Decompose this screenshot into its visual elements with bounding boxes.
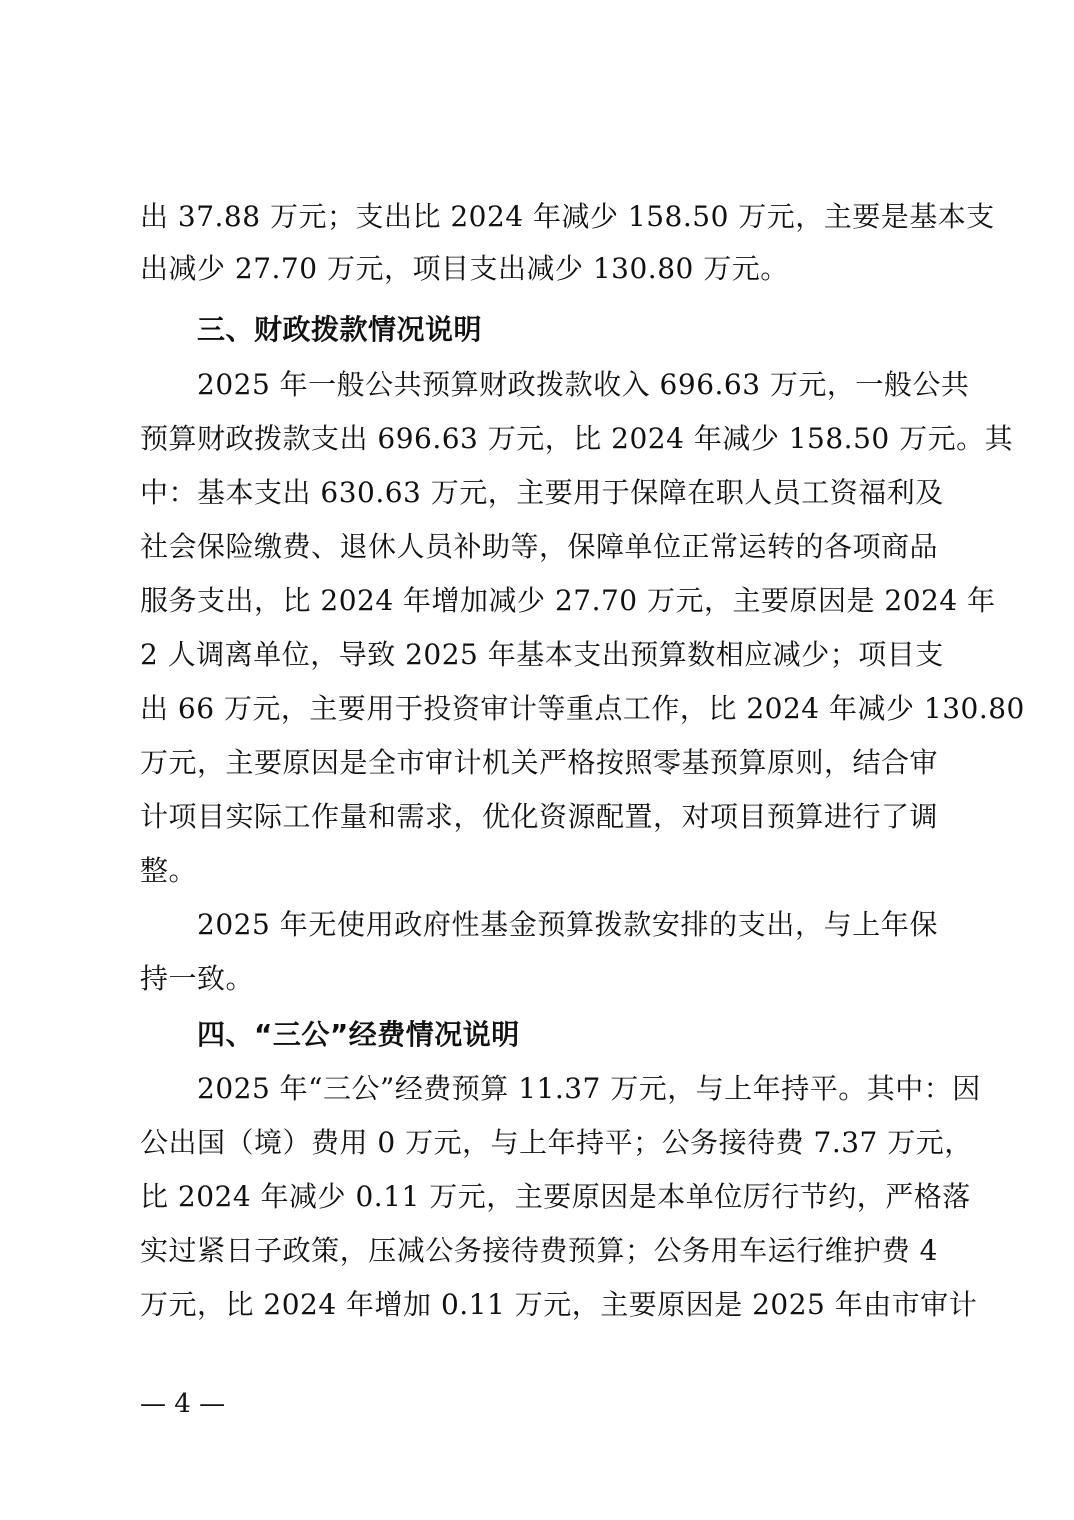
section-heading-4: 四、“三公”经费情况说明 [197, 1018, 520, 1051]
text-line: 服务支出，比 2024 年增加减少 27.70 万元，主要原因是 2024 年 [140, 584, 996, 617]
section-heading-3: 三、财政拨款情况说明 [197, 313, 483, 346]
text-line: 2 人调离单位，导致 2025 年基本支出预算数相应减少；项目支 [140, 638, 944, 671]
text-line: 2025 年“三公”经费预算 11.37 万元，与上年持平。其中：因 [197, 1072, 981, 1105]
text-line: 整。 [140, 854, 198, 887]
text-line: 2025 年无使用政府性基金预算拨款安排的支出，与上年保 [197, 908, 938, 941]
text-line: 万元，主要原因是全市审计机关严格按照零基预算原则，结合审 [140, 746, 939, 779]
text-line: 比 2024 年减少 0.11 万元，主要原因是本单位厉行节约，严格落 [140, 1180, 971, 1213]
text-line: 计项目实际工作量和需求，优化资源配置，对项目预算进行了调 [140, 800, 939, 833]
text-line: 出减少 27.70 万元，项目支出减少 130.80 万元。 [140, 252, 789, 285]
text-line: 出 66 万元，主要用于投资审计等重点工作，比 2024 年减少 130.80 [140, 692, 1025, 725]
text-line: 实过紧日子政策，压减公务接待费预算；公务用车运行维护费 4 [140, 1234, 938, 1267]
text-line: 万元，比 2024 年增加 0.11 万元，主要原因是 2025 年由市审计 [140, 1288, 978, 1321]
text-line: 中：基本支出 630.63 万元，主要用于保障在职人员工资福利及 [140, 476, 944, 509]
page-number: — 4 — [140, 1389, 226, 1419]
text-line: 公出国（境）费用 0 万元，与上年持平；公务接待费 7.37 万元， [140, 1126, 973, 1159]
text-line: 出 37.88 万元；支出比 2024 年减少 158.50 万元，主要是基本支 [140, 200, 995, 233]
text-line: 2025 年一般公共预算财政拨款收入 696.63 万元，一般公共 [197, 368, 970, 401]
text-line: 预算财政拨款支出 696.63 万元，比 2024 年减少 158.50 万元。其 [140, 422, 1014, 455]
text-line: 社会保险缴费、退休人员补助等，保障单位正常运转的各项商品 [140, 530, 939, 563]
text-line: 持一致。 [140, 962, 255, 995]
